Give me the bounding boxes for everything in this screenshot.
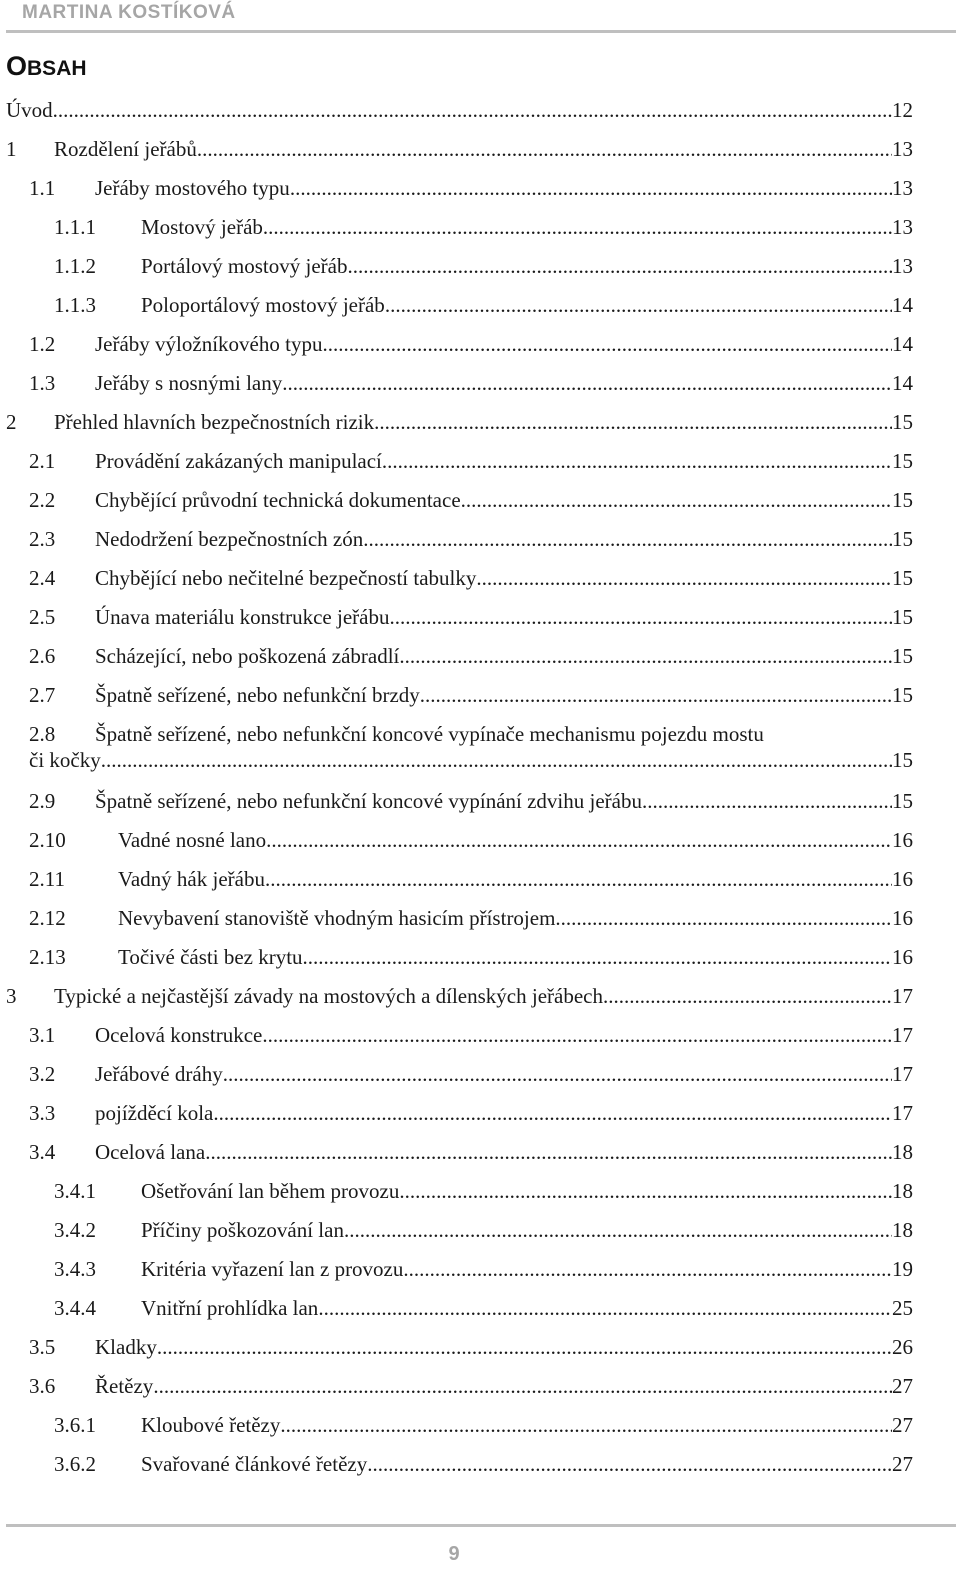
toc-entry-page: 15: [892, 748, 913, 772]
toc-entry-number: 3.6.2: [54, 1452, 96, 1476]
toc-entry[interactable]: [54, 1451, 913, 1477]
toc-entry-label: Chybějící nebo nečitelné bezpečností tabulky: [95, 566, 477, 590]
toc-entry-label: Chybějící průvodní technická dokumentace: [95, 488, 461, 512]
toc-entry[interactable]: [54, 1178, 913, 1204]
toc-dot-leader: [213, 1100, 892, 1126]
toc-entry-number: 1: [6, 137, 17, 161]
toc-entry[interactable]: [29, 827, 913, 853]
toc-entry-number: 3: [6, 984, 17, 1008]
toc-dot-leader: [53, 97, 892, 123]
toc-entry-number: 3.3: [29, 1101, 56, 1125]
toc-dot-leader: [223, 1061, 892, 1087]
toc-entry[interactable]: [54, 292, 913, 318]
toc-entry[interactable]: [29, 487, 913, 513]
toc-entry-page: 26: [892, 1335, 913, 1359]
toc-entry[interactable]: [29, 1334, 913, 1360]
toc-entry-number: 2.3: [29, 527, 56, 551]
toc-entry[interactable]: [29, 1373, 913, 1399]
toc-entry[interactable]: [54, 214, 913, 240]
toc-entry-page: 17: [892, 1101, 913, 1125]
toc-entry-page: 18: [892, 1179, 913, 1203]
toc-entry-page: 15: [892, 527, 913, 551]
toc-entry[interactable]: [29, 604, 913, 630]
toc-dot-leader: [197, 136, 892, 162]
toc-entry[interactable]: [29, 1061, 913, 1087]
toc-entry-page: 18: [892, 1140, 913, 1164]
toc-dot-leader: [282, 370, 892, 396]
toc-entry-label: Vadné nosné lano: [118, 828, 267, 852]
toc-dot-leader: [461, 487, 892, 513]
toc-entry-label: Scházející, nebo poškozená zábradlí: [95, 644, 400, 668]
toc-entry-page: 13: [892, 137, 913, 161]
toc-entry-label: Špatně seřízené, nebo nefunkční brzdy: [95, 683, 420, 707]
toc-entry-number: 3.4.4: [54, 1296, 96, 1320]
toc-title-initial: O: [6, 51, 28, 81]
toc-entry[interactable]: [29, 944, 913, 970]
toc-dot-leader: [555, 905, 892, 931]
toc-entry-number: 3.4.3: [54, 1257, 96, 1281]
toc-dot-leader: [382, 448, 892, 474]
toc-entry-number: 2.4: [29, 566, 56, 590]
toc-entry-label: Poloportálový mostový jeřáb: [141, 293, 385, 317]
toc-entry-number: 3.1: [29, 1023, 56, 1047]
toc-dot-leader: [344, 1217, 892, 1243]
toc-entry-number: 2.13: [29, 945, 66, 969]
toc-entry-page: 14: [892, 293, 913, 317]
toc-entry-number: 2.12: [29, 906, 66, 930]
toc-entry-page: 14: [892, 371, 913, 395]
toc-entry-label: Ocelová lana: [95, 1140, 206, 1164]
toc-dot-leader: [385, 292, 892, 318]
footer-page-number: 9: [448, 1543, 460, 1565]
toc-entry[interactable]: [6, 97, 913, 123]
toc-entry-page: 15: [892, 683, 913, 707]
toc-entry-label: Špatně seřízené, nebo nefunkční koncové vypínače mechanismu pojezdu mostu: [95, 722, 764, 746]
toc-entry-number: 3.4: [29, 1140, 56, 1164]
toc-entry-label: Svařované článkové řetězy: [141, 1452, 368, 1476]
toc-entry[interactable]: [29, 565, 913, 591]
toc-dot-leader: [374, 409, 892, 435]
toc-dot-leader: [303, 944, 892, 970]
toc-entry[interactable]: [54, 1412, 913, 1438]
toc-entry-label: Portálový mostový jeřáb: [141, 254, 348, 278]
toc-entry-number: 3.2: [29, 1062, 56, 1086]
toc-entry-page: 25: [892, 1296, 913, 1320]
toc-dot-leader: [280, 1412, 892, 1438]
toc-entry-label: Kladky: [95, 1335, 157, 1359]
toc-entry-number: 2.9: [29, 789, 56, 813]
toc-entry-number: 3.6: [29, 1374, 56, 1398]
toc-dot-leader: [322, 331, 892, 357]
toc-entry[interactable]: [6, 409, 913, 435]
toc-entry-label: Řetězy: [95, 1374, 154, 1398]
toc-dot-leader: [642, 788, 892, 814]
toc-entry-page: 18: [892, 1218, 913, 1242]
toc-entry-label: Nedodržení bezpečnostních zón: [95, 527, 364, 551]
toc-entry-page: 16: [892, 828, 913, 852]
toc-entry-page: 15: [892, 566, 913, 590]
toc-entry-page: 17: [892, 1023, 913, 1047]
toc-dot-leader: [403, 1256, 892, 1282]
toc-entry-page: 14: [892, 332, 913, 356]
toc-entry[interactable]: [29, 682, 913, 708]
toc-entry-label: Kritéria vyřazení lan z provozu: [141, 1257, 404, 1281]
toc-dot-leader: [318, 1295, 892, 1321]
toc-entry-label: Mostový jeřáb: [141, 215, 263, 239]
toc-entry-number: 3.6.1: [54, 1413, 96, 1437]
toc-entry-number: 2.6: [29, 644, 56, 668]
toc-entry-page: 17: [892, 984, 913, 1008]
toc-dot-leader: [399, 1178, 892, 1204]
toc-entry-page: 15: [892, 644, 913, 668]
toc-entry-label: Jeřáby výložníkového typu: [95, 332, 323, 356]
toc-entry-page: 27: [892, 1452, 913, 1476]
toc-entry-number: 3.4.2: [54, 1218, 96, 1242]
toc-entry-number: 2.1: [29, 449, 56, 473]
toc-entry[interactable]: [6, 983, 913, 1009]
toc-entry-number: 2.11: [29, 867, 65, 891]
toc-entry-label: Ocelová konstrukce: [95, 1023, 263, 1047]
toc-entry-page: 12: [892, 98, 913, 122]
toc-entry-label: Typické a nejčastější závady na mostových a dílenských jeřábech: [54, 984, 603, 1008]
toc-entry-number: 2.10: [29, 828, 66, 852]
toc-entry[interactable]: [29, 175, 913, 201]
toc-entry[interactable]: [29, 370, 913, 396]
toc-entry-page: 13: [892, 215, 913, 239]
toc-title-rest: BSAH: [27, 57, 87, 80]
toc-entry[interactable]: [29, 448, 913, 474]
toc-entry-page: 15: [892, 449, 913, 473]
toc-entry[interactable]: [54, 1295, 913, 1321]
toc-entry-label: Nevybavení stanoviště vhodným hasicím přístrojem: [118, 906, 556, 930]
toc-entry-page: 13: [892, 176, 913, 200]
toc-entry-page: 27: [892, 1413, 913, 1437]
toc-entry-label: pojížděcí kola: [95, 1101, 214, 1125]
toc-entry-page: 16: [892, 906, 913, 930]
toc-entry[interactable]: [29, 1139, 913, 1165]
footer-divider: [6, 1524, 956, 1527]
toc-dot-leader: [157, 1334, 892, 1360]
toc-entry-number: 2.5: [29, 605, 56, 629]
toc-dot-leader: [266, 827, 892, 853]
toc-entry-page: 15: [892, 488, 913, 512]
toc-dot-leader: [363, 526, 892, 552]
toc-dot-leader: [476, 565, 892, 591]
toc-entry-page: 27: [892, 1374, 913, 1398]
toc-entry-number: 1.1: [29, 176, 56, 200]
toc-dot-leader: [420, 682, 892, 708]
toc-entry-page: 15: [892, 605, 913, 629]
toc-entry-page: 16: [892, 945, 913, 969]
toc-entry-label: Špatně seřízené, nebo nefunkční koncové vypínání zdvihu jeřábu: [95, 789, 642, 813]
header-author: MARTINA KOSTÍKOVÁ: [22, 2, 236, 23]
toc-entry-number: 1.3: [29, 371, 56, 395]
toc-entry-number: 2.8: [29, 722, 56, 746]
toc-entry-label: Točivé části bez krytu: [118, 945, 303, 969]
toc-entry-number: 1.2: [29, 332, 56, 356]
toc-entry-number: 1.1.2: [54, 254, 96, 278]
toc-dot-leader: [263, 214, 892, 240]
toc-entry-label: Provádění zakázaných manipulací: [95, 449, 382, 473]
toc-entry[interactable]: [29, 643, 913, 669]
toc-entry-label: Kloubové řetězy: [141, 1413, 281, 1437]
toc-dot-leader: [347, 253, 892, 279]
toc-dot-leader: [399, 643, 892, 669]
toc-dot-leader: [101, 747, 892, 773]
toc-entry-page: 15: [892, 410, 913, 434]
toc-entry-label: Příčiny poškozování lan: [141, 1218, 344, 1242]
toc-entry[interactable]: [54, 1217, 913, 1243]
toc-entry-label: Jeřábové dráhy: [95, 1062, 223, 1086]
toc-entry[interactable]: [54, 1256, 913, 1282]
toc-entry-number: 2.2: [29, 488, 56, 512]
toc-entry-page: 16: [892, 867, 913, 891]
toc-dot-leader: [262, 1022, 892, 1048]
toc-entry-label: Jeřáby s nosnými lany: [95, 371, 283, 395]
toc-entry[interactable]: [54, 253, 913, 279]
toc-entry-label: Vnitřní prohlídka lan: [141, 1296, 319, 1320]
toc-entry-number: 1.1.3: [54, 293, 96, 317]
toc-entry-page: 13: [892, 254, 913, 278]
toc-entry[interactable]: [29, 788, 913, 814]
toc-entry[interactable]: [29, 721, 913, 775]
toc-entry[interactable]: [6, 136, 913, 162]
toc-entry-page: 17: [892, 1062, 913, 1086]
toc-entry-label: Vadný hák jeřábu: [118, 867, 265, 891]
toc-entry-number: 2.7: [29, 683, 56, 707]
toc-dot-leader: [205, 1139, 892, 1165]
toc-entry-number: 2: [6, 410, 17, 434]
toc-entry[interactable]: [29, 331, 913, 357]
toc-entry[interactable]: [29, 905, 913, 931]
toc-dot-leader: [290, 175, 892, 201]
toc-entry-number: 3.5: [29, 1335, 56, 1359]
toc-entry[interactable]: [29, 1022, 913, 1048]
toc-entry-number: 3.4.1: [54, 1179, 96, 1203]
toc-dot-leader: [153, 1373, 892, 1399]
toc-entry-label: Ošetřování lan během provozu: [141, 1179, 400, 1203]
toc-entry[interactable]: [29, 526, 913, 552]
toc-entry-page: 19: [892, 1257, 913, 1281]
toc-entry-label: Únava materiálu konstrukce jeřábu: [95, 605, 390, 629]
toc-dot-leader: [389, 604, 892, 630]
toc-entry-page: 15: [892, 789, 913, 813]
toc-entry-number: 1.1.1: [54, 215, 96, 239]
toc-entry-label-continuation: či kočky: [29, 748, 101, 772]
toc-dot-leader: [265, 866, 892, 892]
toc-entry[interactable]: [29, 866, 913, 892]
toc-entry-label: Úvod: [6, 98, 53, 122]
toc-dot-leader: [367, 1451, 892, 1477]
toc-dot-leader: [603, 983, 892, 1009]
toc-entry-label: Přehled hlavních bezpečnostních rizik: [54, 410, 375, 434]
toc-entry-label: Jeřáby mostového typu: [95, 176, 290, 200]
toc-entry-label: Rozdělení jeřábů: [54, 137, 197, 161]
toc-entry[interactable]: [29, 1100, 913, 1126]
